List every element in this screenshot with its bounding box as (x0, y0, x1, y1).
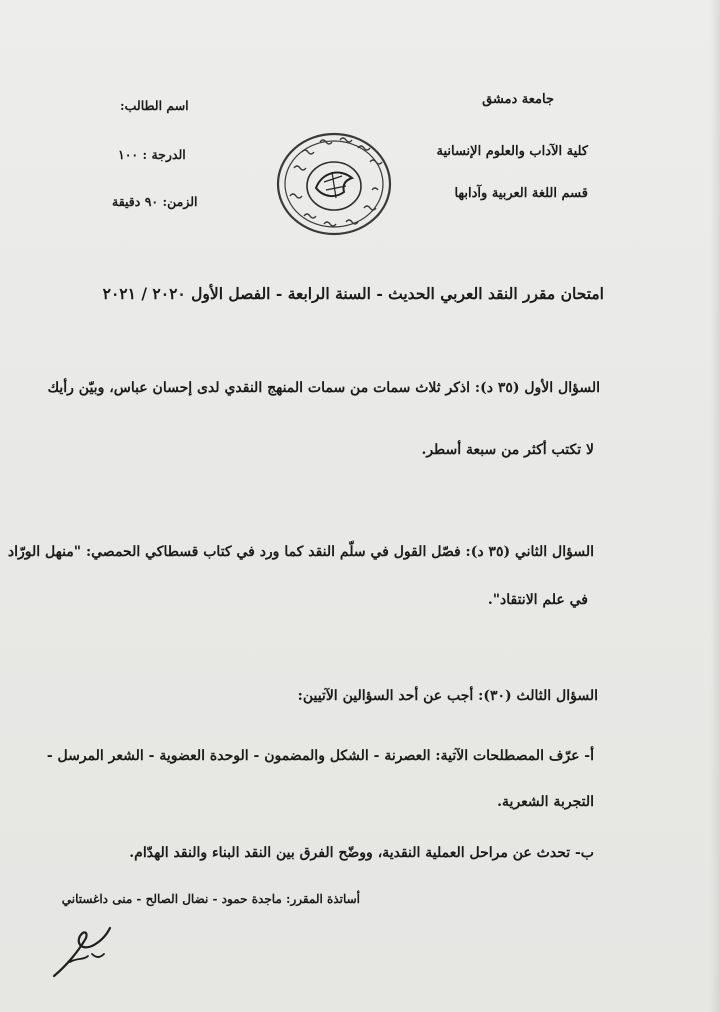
question-3-option-a-line-2: التجربة الشعرية. (497, 794, 594, 810)
page-edge-shadow (710, 0, 720, 1012)
question-3-option-a-line-1: أ- عرّف المصطلحات الآتية: العصرنة - الشكل والمضمون - الوحدة العضوية - الشعر المرسل - (46, 748, 594, 764)
student-name-label: اسم الطالب: (120, 98, 189, 113)
question-1-line-1: السؤال الأول (٣٥ د): اذكر ثلاث سمات من سمات المنهج النقدي لدى إحسان عباس، وبيّن رأيك (47, 380, 600, 396)
grade-label: الدرجة : ١٠٠ (118, 147, 186, 162)
question-2-line-2: في علم الانتقاد". (487, 592, 588, 608)
question-1-line-2: لا تكتب أكثر من سبعة أسطر. (421, 442, 594, 458)
question-2-line-1: السؤال الثاني (٣٥ د): فصّل القول في سلّم النقد كما ورد في كتاب قسطاكي الحمصي: "منهل الورّاد (7, 544, 594, 560)
handwritten-signature-icon (48, 918, 118, 982)
university-name: جامعة دمشق (482, 92, 554, 107)
university-seal-stamp-icon (272, 128, 396, 240)
question-3-heading: السؤال الثالث (٣٠): أجب عن أحد السؤالين الآتيين: (297, 688, 598, 704)
faculty-name: كلية الآداب والعلوم الإنسانية (436, 144, 588, 159)
course-teachers: أساتذة المقرر: ماجدة حمود - نضال الصالح - منى داغستاني (61, 892, 360, 906)
question-3-option-b: ب- تحدث عن مراحل العملية النقدية، ووضّح الفرق بين النقد البناء والنقد الهدّام. (129, 845, 594, 861)
department-name: قسم اللغة العربية وآدابها (454, 186, 588, 201)
time-label: الزمن: ٩٠ دقيقة (112, 194, 198, 209)
exam-title: امتحان مقرر النقد العربي الحديث - السنة الرابعة - الفصل الأول ٢٠٢٠ / ٢٠٢١ (102, 284, 604, 303)
